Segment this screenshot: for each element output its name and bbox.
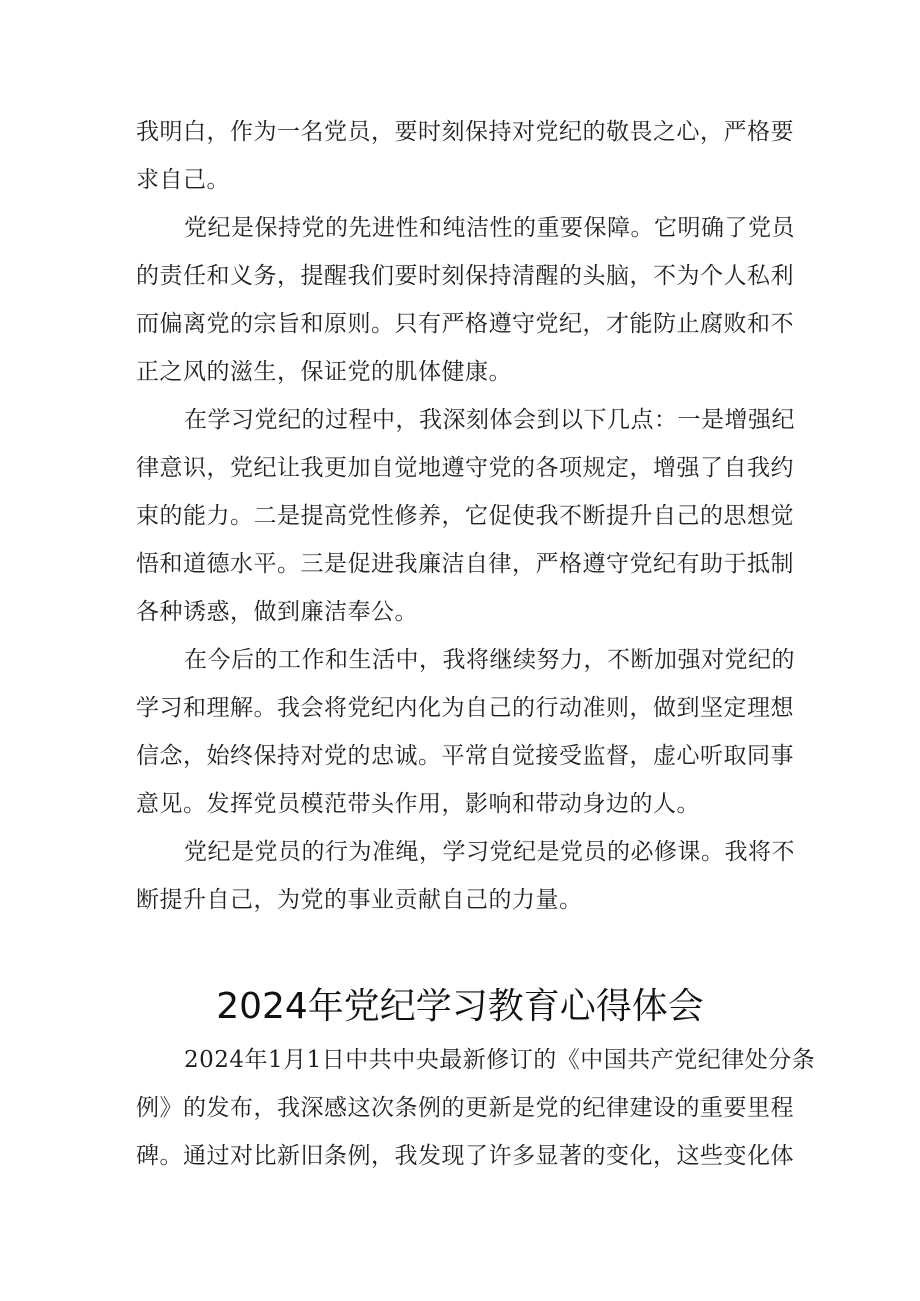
text-line: 信念，始终保持对党的忠诚。平常自觉接受监督，虚心听取同事 — [136, 743, 794, 769]
text-line: 各种诱惑，做到廉洁奉公。 — [136, 599, 418, 625]
text-line: 党纪是党员的行为准绳，学习党纪是党员的必修课。我将不 — [184, 839, 795, 865]
text-line: 律意识，党纪让我更加自觉地遵守党的各项规定，增强了自我约 — [136, 455, 794, 481]
text-line: 例》的发布，我深感这次条例的更新是党的纪律建设的重要里程 — [136, 1095, 794, 1121]
text-line: 断提升自己，为党的事业贡献自己的力量。 — [136, 887, 583, 913]
text-line: 束的能力。二是提高党性修养，它促使我不断提升自己的思想觉 — [136, 503, 794, 529]
text-line: 党纪是保持党的先进性和纯洁性的重要保障。它明确了党员 — [184, 215, 795, 241]
text-line: 而偏离党的宗旨和原则。只有严格遵守党纪，才能防止腐败和不 — [136, 311, 794, 337]
text-line: 我明白，作为一名党员，要时刻保持对党纪的敬畏之心，严格要 — [136, 119, 794, 145]
text-line: 碑。通过对比新旧条例，我发现了许多显著的变化，这些变化体 — [136, 1143, 794, 1169]
text-line: 学习和理解。我会将党纪内化为自己的行动准则，做到坚定理想 — [136, 695, 794, 721]
text-line: 在学习党纪的过程中，我深刻体会到以下几点：一是增强纪 — [184, 407, 795, 433]
text-line: 求自己。 — [136, 167, 230, 193]
text-line: 的责任和义务，提醒我们要时刻保持清醒的头脑，不为个人私利 — [136, 263, 794, 289]
page-title: 2024年党纪学习教育心得体会 — [216, 986, 704, 1027]
text-line: 意见。发挥党员模范带头作用，影响和带动身边的人。 — [136, 791, 700, 817]
text-line: 在今后的工作和生活中，我将继续努力，不断加强对党纪的 — [184, 647, 795, 673]
text-line: 正之风的滋生，保证党的肌体健康。 — [136, 359, 512, 385]
text-line: 悟和道德水平。三是促进我廉洁自律，严格遵守党纪有助于抵制 — [136, 551, 794, 577]
text-line: 2024年1月1日中共中央最新修订的《中国共产党纪律处分条 — [184, 1047, 816, 1073]
